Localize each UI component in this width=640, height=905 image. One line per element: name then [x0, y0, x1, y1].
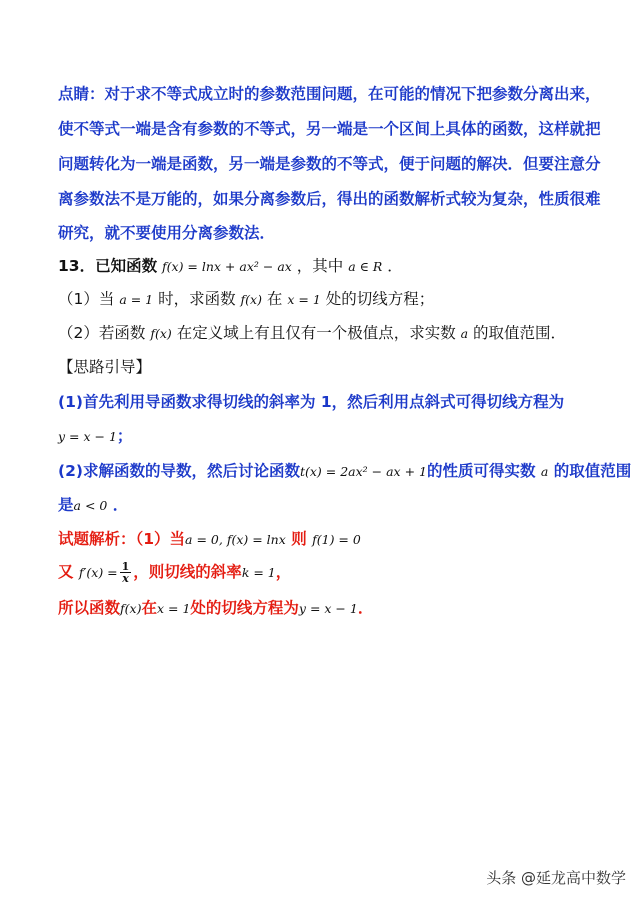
problem-intro-mid: ，其中 [296, 257, 344, 275]
hint-line-2 [58, 424, 132, 449]
solution-value-formula: f(1) = 0 [312, 532, 361, 547]
part1-point: x = 1 [287, 292, 321, 307]
hint-line-2-end: ； [116, 427, 133, 445]
problem-condition: a ∈ R [348, 259, 383, 274]
solution-line-2-prefix: 又 [58, 563, 74, 581]
insight-line-2: 使不等式一端是含有参数的不等式，另一端是一个区间上具体的函数，这样就把 [58, 120, 601, 138]
insight-line-4: 离参数法不是万能的，如果分离参数后，得出的函数解析式较为复杂，性质很难 [58, 190, 601, 208]
part2-prefix: （2）若函数 [58, 324, 146, 342]
solution-case-formula: a = 0, f(x) = lnx [185, 532, 286, 547]
solution-line-3 [58, 596, 373, 621]
hint-line-4 [58, 493, 128, 518]
solution-heading: 试题解析：（1）当 [58, 530, 186, 548]
fraction-denominator: x [122, 572, 129, 585]
hint-variable-a: a [540, 464, 549, 479]
solution-tangent-formula: y = x − 1 [298, 601, 358, 616]
slope-formula: k = 1 [241, 565, 276, 580]
derivative-lhs: f′(x) = [78, 565, 118, 580]
problem-part-1 [58, 287, 434, 312]
solution-line-1-mid: 则 [291, 530, 307, 548]
solution-function: f(x) [120, 601, 142, 616]
hint-heading: 【思路引导】 [58, 358, 152, 376]
hint-line-1: (1)首先利用导函数求得切线的斜率为 1，然后利用点斜式可得切线方程为 [58, 393, 565, 411]
solution-line-2 [58, 560, 291, 585]
derivative-fraction [120, 561, 132, 584]
part1-at: 在 [266, 290, 283, 308]
problem-part-2 [58, 321, 566, 346]
insight-line-1: 点睛：对于求不等式成立时的参数范围问题，在可能的情况下把参数分离出来， [58, 85, 601, 103]
part2-end: 的取值范围． [473, 324, 567, 342]
hint-line-4-end: ． [112, 496, 129, 514]
solution-line-1 [58, 527, 361, 552]
solution-point: x = 1 [156, 601, 191, 616]
part1-condition: a = 1 [119, 292, 154, 307]
hint-tangent-formula: y = x − 1 [58, 429, 117, 444]
hint-line-4-prefix: 是 [58, 496, 74, 514]
part2-function: f(x) [150, 326, 172, 341]
part1-end: 处的切线方程； [325, 290, 435, 308]
hint-line-3-mid: 的性质可得实数 [426, 462, 536, 480]
solution-line-3-end: ． [357, 599, 374, 617]
insight-line-5: 研究，就不要使用分离参数法． [58, 224, 276, 242]
hint-answer-range: a < 0 [73, 498, 108, 513]
hint-t-function: t(x) = 2ax² − ax + 1 [299, 464, 427, 479]
problem-intro-text: 13．已知函数 [58, 257, 158, 275]
part2-variable: a [460, 326, 469, 341]
solution-line-3-at: 在 [141, 599, 157, 617]
solution-line-2-mid: ，则切线的斜率 [133, 563, 242, 581]
hint-line-3-prefix: (2)求解函数的导数，然后讨论函数 [58, 462, 300, 480]
solution-line-3-mid: 处的切线方程为 [190, 599, 299, 617]
part2-mid: 在定义域上有且仅有一个极值点，求实数 [176, 324, 456, 342]
problem-intro-end: ． [387, 257, 403, 275]
part1-function: f(x) [240, 292, 262, 307]
part1-mid: 时，求函数 [158, 290, 236, 308]
hint-line-3 [58, 459, 631, 484]
watermark: 头条 @延龙高中数学 [486, 869, 626, 887]
solution-line-2-end: ， [275, 563, 292, 581]
solution-line-3-prefix: 所以函数 [58, 599, 121, 617]
insight-line-3: 问题转化为一端是函数，另一端是参数的不等式，便于问题的解决．但要注意分 [58, 155, 601, 173]
fraction-numerator: 1 [121, 560, 130, 573]
problem-intro [58, 254, 403, 279]
part1-prefix: （1）当 [58, 290, 115, 308]
hint-line-3-end: 的取值范围 [553, 462, 632, 480]
problem-function-formula: f(x) = lnx + ax² − ax [162, 259, 292, 274]
